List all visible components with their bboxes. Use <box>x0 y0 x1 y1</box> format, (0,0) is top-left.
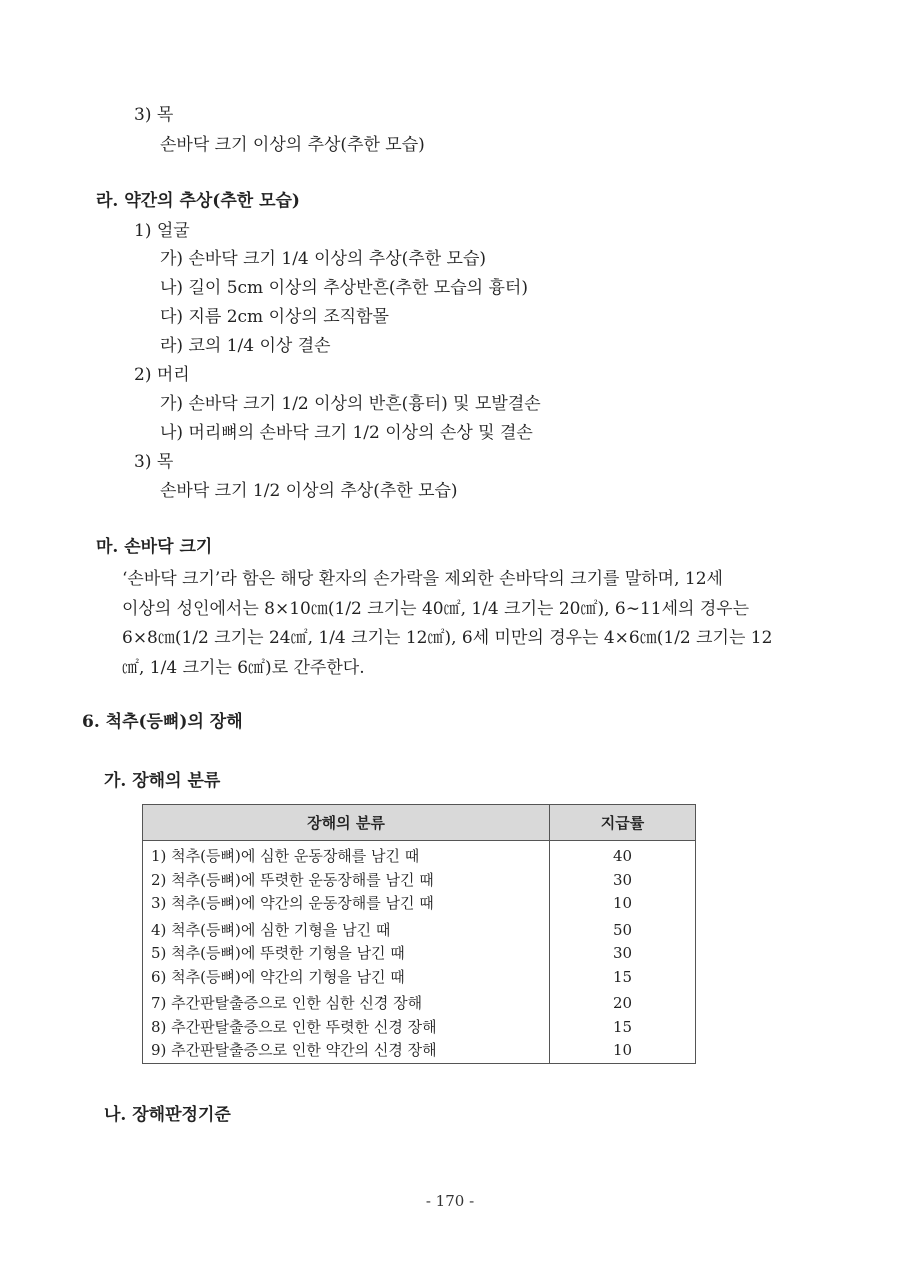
section-heading: 나. 장해판정기준 <box>104 1105 231 1125</box>
page-number: - 170 - <box>425 1192 475 1210</box>
list-label: 3) 목 <box>134 105 174 125</box>
table-header-category: 장해의 분류 <box>143 805 550 841</box>
row-label: 2) 척추(등뼈)에 뚜렷한 운동장해를 남긴 때 <box>143 869 550 893</box>
palm-size-paragraph <box>122 565 818 683</box>
table-header-rate: 지급률 <box>550 805 696 841</box>
row-label: 3) 척추(등뼈)에 약간의 운동장해를 남긴 때 <box>143 892 550 919</box>
list-item: 나) 머리뼈의 손바닥 크기 1/2 이상의 손상 및 결손 <box>160 423 533 443</box>
list-item: 라) 코의 1/4 이상 결손 <box>160 336 331 356</box>
table-row <box>143 942 696 966</box>
row-rate: 15 <box>550 966 696 993</box>
list-text: 손바닥 크기 1/2 이상의 추상(추한 모습) <box>160 481 458 501</box>
list-text: 손바닥 크기 이상의 추상(추한 모습) <box>160 135 425 155</box>
row-rate: 10 <box>550 892 696 919</box>
section-heading: 가. 장해의 분류 <box>104 771 221 791</box>
row-label: 6) 척추(등뼈)에 약간의 기형을 남긴 때 <box>143 966 550 993</box>
table-row <box>143 966 696 993</box>
row-rate: 40 <box>550 841 696 869</box>
row-label: 1) 척추(등뼈)에 심한 운동장해를 남긴 때 <box>143 841 550 869</box>
table-row <box>143 892 696 919</box>
table-row <box>143 919 696 943</box>
list-label: 1) 얼굴 <box>134 221 190 241</box>
table-row <box>143 1016 696 1040</box>
row-label: 4) 척추(등뼈)에 심한 기형을 남긴 때 <box>143 919 550 943</box>
row-rate: 30 <box>550 942 696 966</box>
list-item: 가) 손바닥 크기 1/4 이상의 추상(추한 모습) <box>160 249 487 269</box>
table-header-row <box>143 805 696 841</box>
row-rate: 50 <box>550 919 696 943</box>
list-item: 나) 길이 5cm 이상의 추상반흔(추한 모습의 흉터) <box>160 278 528 298</box>
list-label: 2) 머리 <box>134 365 190 385</box>
paragraph-line: 6×8㎝(1/2 크기는 24㎠, 1/4 크기는 12㎠), 6세 미만의 경우는 4×6㎝(1/2 크기는 12 <box>122 628 773 648</box>
row-rate: 20 <box>550 992 696 1016</box>
row-label: 8) 추간판탈출증으로 인한 뚜렷한 신경 장해 <box>143 1016 550 1040</box>
row-label: 7) 추간판탈출증으로 인한 심한 신경 장해 <box>143 992 550 1016</box>
row-rate: 15 <box>550 1016 696 1040</box>
chapter-heading: 6. 척추(등뼈)의 장해 <box>82 712 243 732</box>
list-label: 3) 목 <box>134 452 174 472</box>
row-label: 5) 척추(등뼈)에 뚜렷한 기형을 남긴 때 <box>143 942 550 966</box>
table-row <box>143 992 696 1016</box>
section-heading: 라. 약간의 추상(추한 모습) <box>96 191 300 211</box>
paragraph-line: ‘손바닥 크기’라 함은 해당 환자의 손가락을 제외한 손바닥의 크기를 말하며, 12세 <box>122 569 723 589</box>
list-item: 가) 손바닥 크기 1/2 이상의 반흔(흉터) 및 모발결손 <box>160 394 541 414</box>
row-label: 9) 추간판탈출증으로 인한 약간의 신경 장해 <box>143 1039 550 1063</box>
table-row <box>143 1039 696 1063</box>
table-row <box>143 841 696 869</box>
paragraph-line: ㎠, 1/4 크기는 6㎠)로 간주한다. <box>122 657 365 678</box>
paragraph-line: 이상의 성인에서는 8×10㎝(1/2 크기는 40㎠, 1/4 크기는 20㎠), 6∼11세의 경우는 <box>122 598 750 619</box>
list-item: 다) 지름 2cm 이상의 조직함몰 <box>160 307 389 327</box>
row-rate: 10 <box>550 1039 696 1063</box>
row-rate: 30 <box>550 869 696 893</box>
table-row <box>143 869 696 893</box>
section-heading: 마. 손바닥 크기 <box>96 537 213 557</box>
disability-table <box>142 804 696 1064</box>
